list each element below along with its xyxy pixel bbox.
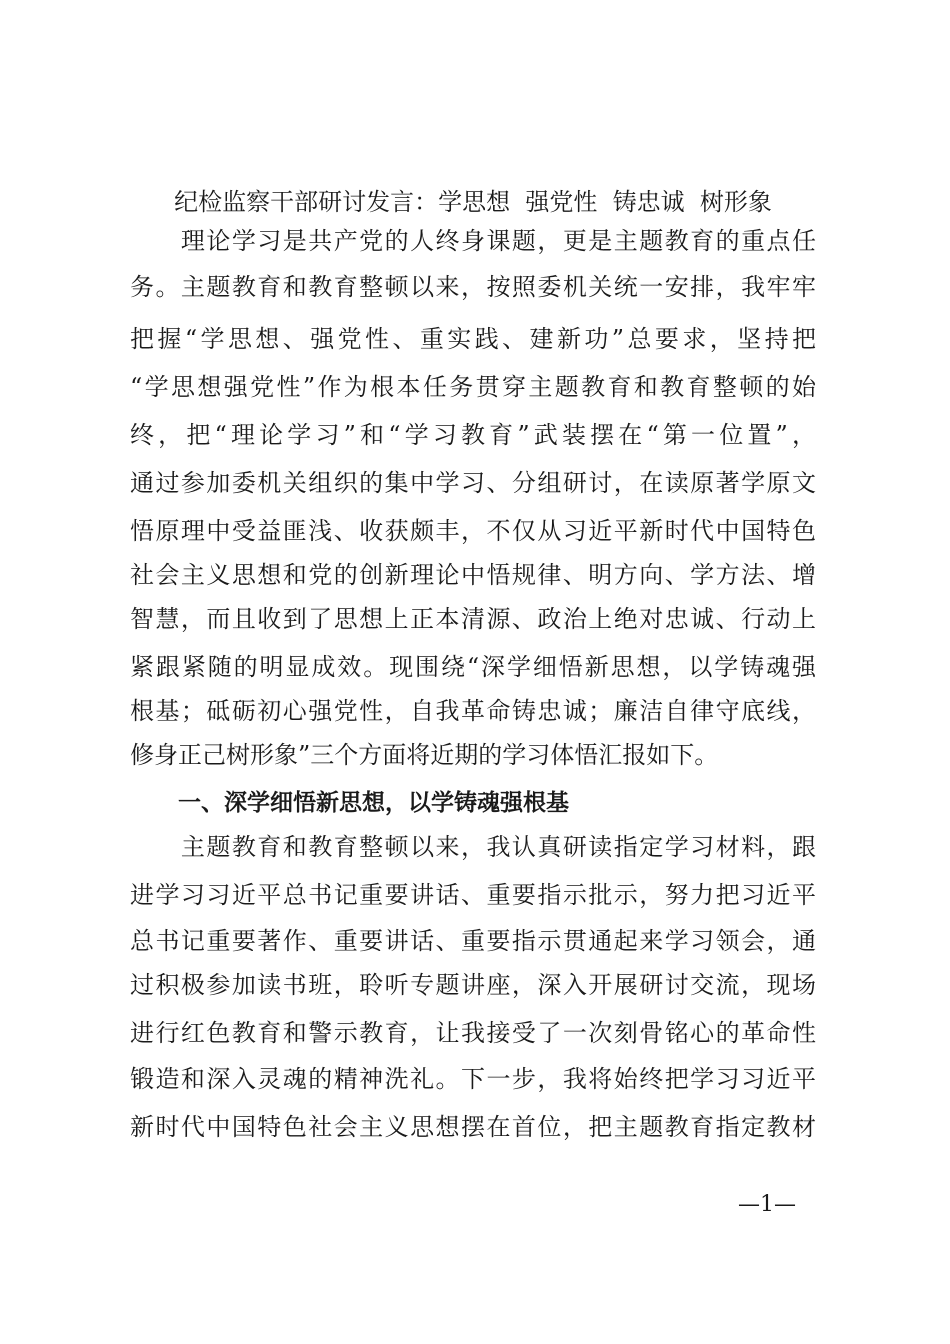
intro-line-1: 理论学习是共产党的人终身课题，更是主题教育的重点任	[130, 227, 816, 255]
intro-line-12: 修身正己树形象”三个方面将近期的学习体悟汇报如下。	[130, 741, 719, 769]
section1-line-3: 总书记重要著作、重要讲话、重要指示贯通起来学习领会，通	[130, 927, 816, 955]
intro-line-10: 紧跟紧随的明显成效。现围绕“深学细悟新思想，以学铸魂强	[130, 653, 816, 681]
section1-line-2: 进学习习近平总书记重要讲话、重要指示批示，努力把习近平	[130, 881, 816, 909]
intro-line-3: 把握“学思想、强党性、重实践、建新功”总要求，坚持把	[130, 325, 816, 353]
intro-line-7: 悟原理中受益匪浅、收获颇丰，不仅从习近平新时代中国特色	[130, 517, 816, 545]
intro-line-8: 社会主义思想和党的创新理论中悟规律、明方向、学方法、增	[130, 561, 816, 589]
section1-line-7: 新时代中国特色社会主义思想摆在首位，把主题教育指定教材	[130, 1113, 816, 1141]
section1-line-4: 过积极参加读书班，聆听专题讲座，深入开展研讨交流，现场	[130, 971, 816, 999]
intro-line-6: 通过参加委机关组织的集中学习、分组研讨，在读原著学原文	[130, 469, 816, 497]
document-title: 纪检监察干部研讨发言：学思想 强党性 铸忠诚 树形象	[174, 188, 772, 216]
intro-line-4: “学思想强党性”作为根本任务贯穿主题教育和教育整顿的始	[130, 373, 816, 401]
section1-line-6: 锻造和深入灵魂的精神洗礼。下一步，我将始终把学习习近平	[130, 1065, 816, 1093]
intro-line-5: 终，把“理论学习”和“学习教育”武装摆在“第一位置”，	[130, 421, 816, 449]
section-heading-1: 一、深学细悟新思想，以学铸魂强根基	[178, 790, 569, 816]
intro-line-2: 务。主题教育和教育整顿以来，按照委机关统一安排，我牢牢	[130, 273, 816, 301]
page-number: —1—	[738, 1192, 796, 1217]
section1-line-1: 主题教育和教育整顿以来，我认真研读指定学习材料，跟	[130, 833, 816, 861]
intro-line-9: 智慧，而且收到了思想上正本清源、政治上绝对忠诚、行动上	[130, 605, 816, 633]
section1-line-5: 进行红色教育和警示教育，让我接受了一次刻骨铭心的革命性	[130, 1019, 816, 1047]
intro-line-11: 根基；砥砺初心强党性，自我革命铸忠诚；廉洁自律守底线，	[130, 697, 816, 725]
